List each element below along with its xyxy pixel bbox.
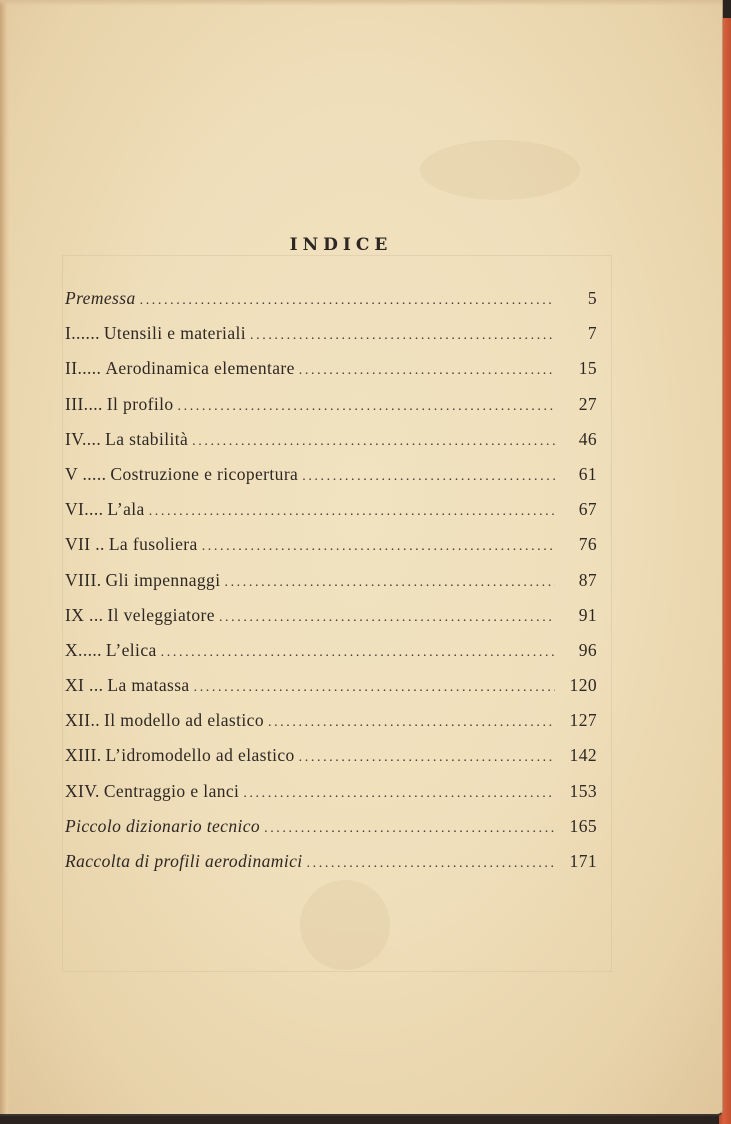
chapter-title: L’ala [107, 499, 145, 520]
chapter-title: La fusoliera [108, 534, 198, 555]
toc-entry-chapter-14 [65, 781, 600, 816]
index-title: INDICE [289, 235, 393, 256]
toc-entry-chapter-4 [65, 429, 600, 464]
toc-entry-chapter-3 [65, 394, 600, 429]
page-number: 61 [578, 463, 597, 484]
page-number: 5 [587, 288, 597, 308]
chapter-numeral: IV.... [65, 428, 102, 449]
page-number: 91 [578, 604, 597, 625]
chapter-title: Utensili e materiali [103, 323, 247, 344]
dot-leader [243, 786, 555, 802]
chapter-title: L’elica [105, 639, 157, 660]
toc-entry-chapter-2 [65, 358, 600, 393]
chapter-title: L’idromodello ad elastico [105, 745, 295, 766]
page-number: 27 [578, 393, 597, 414]
chapter-numeral: VIII. [65, 569, 102, 590]
page-number: 165 [569, 815, 597, 836]
toc-entry-chapter-1 [65, 323, 600, 358]
chapter-numeral: I...... [65, 323, 100, 344]
chapter-title: Gli impennaggi [105, 569, 221, 590]
dot-leader [250, 328, 555, 344]
chapter-title: La matassa [107, 675, 190, 696]
page-number: 76 [578, 534, 597, 555]
chapter-title: Raccolta di profili aerodinamici [65, 851, 303, 871]
dot-leader [161, 645, 555, 661]
toc-entry-chapter-8 [65, 570, 600, 605]
chapter-title: Il profilo [106, 393, 174, 414]
toc-entry-premessa [65, 288, 600, 323]
dot-leader [302, 469, 555, 485]
dot-leader [140, 293, 555, 309]
dot-leader [219, 610, 555, 626]
page-number: 142 [569, 745, 597, 766]
dot-leader [202, 539, 555, 555]
dot-leader [307, 856, 555, 872]
dot-leader [268, 715, 555, 731]
toc-entry-chapter-7 [65, 534, 600, 569]
dot-leader [194, 680, 555, 696]
chapter-title: Il modello ad elastico [104, 710, 264, 731]
page-number: 46 [578, 428, 597, 449]
toc-entry-chapter-5 [65, 464, 600, 499]
chapter-numeral: XIV. [65, 780, 100, 801]
dot-leader [224, 575, 555, 591]
page-number: 67 [578, 499, 597, 520]
chapter-title: Premessa [65, 288, 136, 308]
dot-leader [299, 750, 555, 766]
chapter-title: Costruzione e ricopertura [110, 463, 299, 484]
chapter-numeral: VI.... [65, 499, 104, 520]
toc-entry-raccolta-profili [65, 851, 600, 886]
toc-entry-chapter-11 [65, 675, 600, 710]
chapter-numeral: V ..... [65, 463, 107, 484]
dot-leader [299, 363, 555, 379]
table-of-contents [65, 288, 600, 886]
chapter-title: La stabilità [105, 428, 189, 449]
toc-entry-chapter-13 [65, 745, 600, 780]
page-number: 171 [569, 851, 597, 871]
paper-stain [300, 880, 390, 970]
chapter-title: Centraggio e lanci [103, 780, 240, 801]
page-number: 15 [578, 358, 597, 379]
toc-entry-dizionario [65, 816, 600, 851]
chapter-numeral: XIII. [65, 745, 102, 766]
chapter-numeral: XII.. [65, 710, 101, 731]
chapter-title: Piccolo dizionario tecnico [65, 815, 261, 836]
page-number: 120 [569, 675, 597, 696]
dot-leader [178, 399, 556, 415]
chapter-numeral: III.... [65, 393, 103, 414]
chapter-numeral: X..... [65, 639, 102, 660]
page-number: 87 [578, 569, 597, 590]
dot-leader [149, 504, 555, 520]
chapter-numeral: II..... [65, 358, 102, 379]
toc-entry-chapter-6 [65, 499, 600, 534]
chapter-numeral: VII .. [65, 534, 105, 555]
toc-entry-chapter-9 [65, 605, 600, 640]
dot-leader [264, 821, 555, 837]
page-number: 7 [587, 323, 597, 344]
chapter-title: Il veleggiatore [107, 604, 215, 625]
page-number: 127 [569, 710, 597, 731]
chapter-numeral: XI ... [65, 675, 104, 696]
chapter-numeral: IX ... [65, 604, 104, 625]
paper-stain [420, 140, 580, 200]
toc-entry-chapter-10 [65, 640, 600, 675]
toc-entry-chapter-12 [65, 710, 600, 745]
page-number: 96 [578, 639, 597, 660]
chapter-title: Aerodinamica elementare [105, 358, 295, 379]
page-number: 153 [569, 780, 597, 801]
dot-leader [192, 434, 555, 450]
